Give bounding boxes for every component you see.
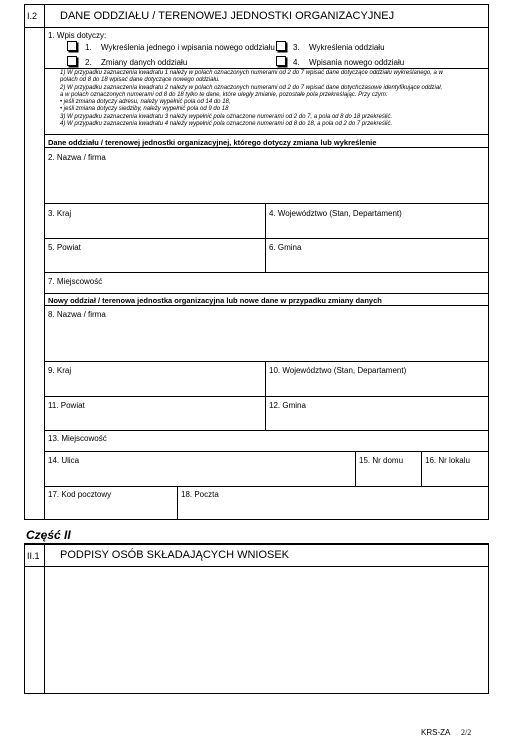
- old-locality-field[interactable]: [44, 272, 489, 293]
- new-district-label: 11. Powiat: [48, 401, 85, 410]
- section-i2-header-divider: [24, 27, 489, 28]
- new-locality-field[interactable]: [44, 430, 489, 451]
- option-4-label: Wpisania nowego oddziału: [309, 58, 405, 67]
- new-postal-code-label: 17. Kod pocztowy: [48, 490, 112, 499]
- new-locality-label: 13. Miejscowość: [48, 434, 107, 443]
- part-2-title: Część II: [26, 528, 71, 542]
- new-street-field[interactable]: [44, 451, 355, 486]
- page-number: 2/2: [461, 728, 472, 737]
- note-line: a w polach oznaczonych numerami od 8 do 18 tylko te dane, które uległy zmianie, pozostałe pola przekreślając. Przy czym:: [60, 92, 388, 98]
- wpis-divider: [44, 68, 489, 69]
- notes-divider: [44, 134, 489, 135]
- note-line: 2) W przypadku zaznaczenia kwadratu 2 należy w polach oznaczonych numerami od 2 do 7 wpisać dane dotychczasowe identyfikujące oddział,: [60, 85, 443, 91]
- option-2-label: Zmiany danych oddziału: [101, 58, 188, 67]
- section-i2-number: I.2: [27, 11, 38, 21]
- old-name-label: 2. Nazwa / firma: [48, 153, 106, 162]
- new-house-no-label: 15. Nr domu: [359, 456, 404, 465]
- note-line: 1) W przypadku zaznaczenia kwadratu 1 należy w polach oznaczonych numerami od 2 do 7 wpisać dane dotyczące oddziału wykreślanego, a w: [60, 70, 443, 76]
- signatures-field[interactable]: [44, 566, 489, 694]
- new-unit-no-label: 16. Nr lokalu: [425, 456, 470, 465]
- new-name-label: 8. Nazwa / firma: [48, 310, 106, 319]
- section-ii1-number: II.1: [27, 551, 40, 561]
- old-region-label: 4. Województwo (Stan, Departament): [269, 209, 402, 218]
- old-name-field[interactable]: [44, 147, 489, 203]
- new-region-label: 10. Województwo (Stan, Departament): [269, 366, 407, 375]
- option-3-number: 3.: [293, 43, 300, 52]
- option-1-checkbox[interactable]: [67, 41, 77, 51]
- new-street-label: 14. Ulica: [48, 456, 80, 465]
- option-2-checkbox[interactable]: [67, 56, 77, 66]
- option-3-checkbox[interactable]: [276, 41, 286, 51]
- old-district-label: 5. Powiat: [48, 243, 81, 252]
- new-post-office-field[interactable]: [177, 486, 489, 520]
- note-line: • jeśli zmiana dotyczy adresu, należy wypełnić pola od 14 do 18,: [60, 99, 231, 105]
- option-1-label: Wykreślenia jednego i wpisania nowego oddziału: [101, 43, 275, 52]
- old-commune-label: 6. Gmina: [269, 243, 302, 252]
- option-4-number: 4.: [293, 58, 300, 67]
- note-line: polach od 8 do 18 wpisać dane dotyczące nowego oddziału.: [60, 77, 220, 83]
- option-3-label: Wykreślenia oddziału: [309, 43, 385, 52]
- note-line: • jeśli zmiana dotyczy siedziby, należy wypełnić pola od 9 do 18: [60, 106, 229, 112]
- form-code: KRS-ZA: [421, 728, 451, 737]
- section-i2-title: DANE ODDZIAŁU / TERENOWEJ JEDNOSTKI ORGANIZACYJNEJ: [60, 10, 395, 22]
- old-branch-heading: Dane oddziału / terenowej jednostki organizacyjnej, którego dotyczy zmiana lub wykreślenie: [48, 138, 377, 147]
- new-post-office-label: 18. Poczta: [181, 490, 219, 499]
- new-country-label: 9. Kraj: [48, 366, 72, 375]
- old-country-field[interactable]: [44, 203, 265, 238]
- new-branch-heading: Nowy oddział / terenowa jednostka organizacyjna lub nowe dane w przypadku zmiany danych: [48, 296, 382, 305]
- new-country-field[interactable]: [44, 361, 265, 396]
- note-line: 4) W przypadku zaznaczenia kwadratu 4 należy wypełnić pola oznaczone numerami od 8 do 18, a pola od 2 do 7 przekreślić.: [60, 121, 393, 127]
- option-2-number: 2.: [85, 58, 92, 67]
- section-ii1-title: PODPISY OSÓB SKŁADAJĄCYCH WNIOSEK: [60, 549, 290, 561]
- note-line: 3) W przypadku zaznaczenia kwadratu 3 należy wypełnić pola oznaczone numerami od 2 do 7, a pola od 8 do 18 przekreślić.: [60, 114, 393, 120]
- new-commune-label: 12. Gmina: [269, 401, 306, 410]
- old-locality-label: 7. Miejscowość: [48, 277, 103, 286]
- new-name-field[interactable]: [44, 305, 489, 361]
- option-4-checkbox[interactable]: [276, 56, 286, 66]
- old-country-label: 3. Kraj: [48, 209, 72, 218]
- option-1-number: 1.: [85, 43, 92, 52]
- wpis-label: 1. Wpis dotyczy:: [48, 31, 107, 40]
- row-divider: [44, 293, 489, 294]
